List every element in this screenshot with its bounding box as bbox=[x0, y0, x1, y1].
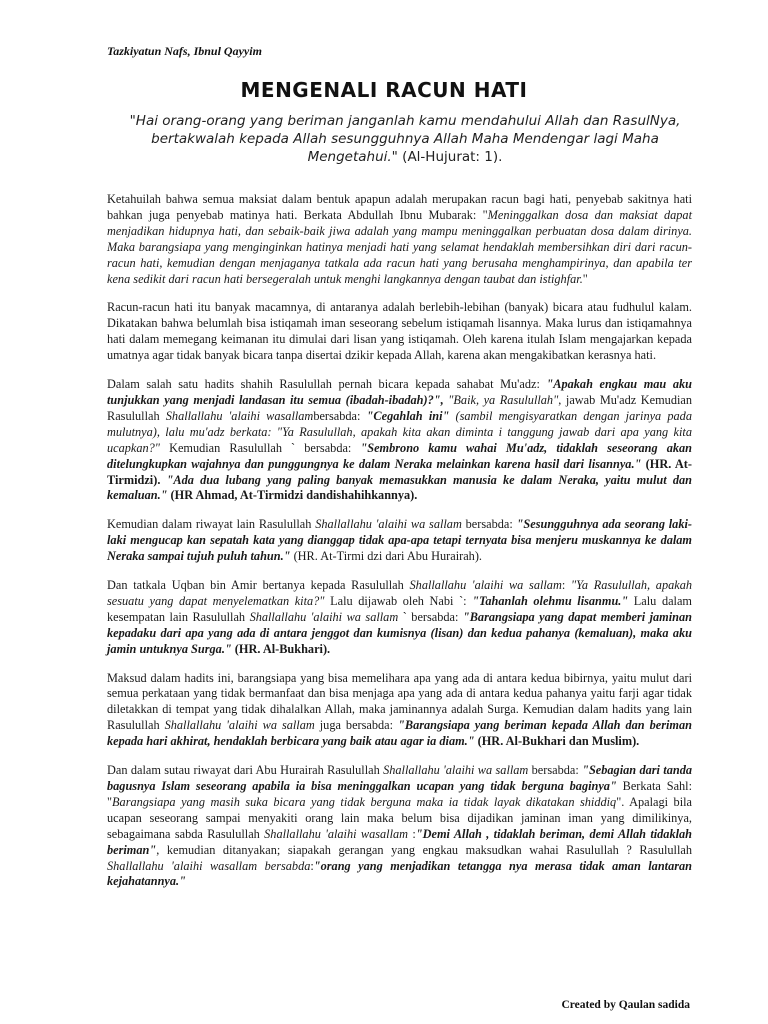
salawat-run: Shallallahu 'alaihi wasallam bbox=[264, 826, 409, 841]
text-run: , jawab Mu'adz Kemudian Rasulullah bbox=[107, 392, 693, 423]
paragraph-7 bbox=[107, 763, 692, 890]
hadith-run: "Sembrono kamu wahai Mu'adz, tidaklah seseorang akan ditelungkupkan wajahnya dan punggungnya ke dalam Neraka melainkan karena hasil dari lisannya." bbox=[107, 440, 693, 471]
hadith-run: "Tahanlah olehmu lisanmu." bbox=[472, 593, 629, 608]
citation-run: (HR. At-Tirmi dzi dari Abu Hurairah). bbox=[290, 549, 482, 564]
hadith-run: "Sebagian dari tanda bagusnya Islam seseorang apabila ia bisa meninggalkan ucapan yang tidak berguna baginya" bbox=[107, 763, 693, 793]
quote-run: Meninggalkan dosa dan maksiat dapat menjadikan hidupnya hati, dan sebaik-baik jiwa adalah yang mampu meninggalkan perbuatan dosa dalam dirinya. Maka barangsiapa yang menginginkan hatinya menjadi hati yang selamat hendaklah membersihkan diri dari racun-racun hati, kemudian dengan menjaganya tatkala ada racun hati yang berusaha menghampirinya, dan apabila ter kena sedikit dari racun hati bersegeralah untuk menghi langkannya dengan taubat dan istighfar. bbox=[107, 207, 692, 286]
text-run: , kemudian ditanyakan; siapakah gerangan yang engkau maksudkan wahai Rasulullah ? Rasulullah bbox=[156, 842, 692, 857]
text-run: Maksud dalam hadits ini, barangsiapa yang bisa memelihara apa yang ada di antara kedua bibirnya, yaitu mulut dari semua perkataan yang tidak bermanfaat dan bisa menjaga apa yang ada di antara kedua pahanya yaitu farji agar tidak diletakkan di tempat yang tidak dihalalkan Allah, maka jaminannya adalah Surga. Kemudian dalam hadits yang lain Rasulullah bbox=[107, 670, 692, 733]
salawat-run: Shallallahu 'alaihi wa sallam bbox=[409, 578, 562, 593]
quote-run: "Baik, ya Rasulullah" bbox=[448, 392, 559, 407]
paragraph-2: Racun-racun hati itu banyak macamnya, di antaranya adalah berlebih-lebihan (banyak) bicara atau fudhulul kalam. Dikatakan bahwa belumlah bisa istiqamah iman seseorang sebelum istiqamah lisannya. Maka lurus dan istiqamahnya hati dalam memegang keimanan itu dimulai dari lisan yang istiqamah. Oleh karena itulah Islam mengajarkan kepada umatnya agar tidak banyak bicara tanpa disertai dzikir kepada Allah, karena akan mengakibatkan kerasnya hati. bbox=[107, 300, 692, 363]
hadith-run: "orang yang menjadikan tetangga nya merasa tidak aman lantaran kejahatannya." bbox=[107, 858, 692, 889]
hadith-run: "Cegahlah ini" bbox=[366, 408, 456, 423]
text-run: Lalu dijawab oleh Nabi `: bbox=[324, 593, 473, 608]
salawat-run: Shallallahu 'alaihi wa sallam bbox=[249, 609, 399, 624]
footer-credit: Created by Qaulan sadida bbox=[561, 999, 690, 1011]
citation-run: (HR Ahmad, At-Tirmidzi dandishahihkannya). bbox=[167, 488, 418, 503]
running-header: Tazkiyatun Nafs, Ibnul Qayyim bbox=[107, 44, 262, 58]
text-run: Dan tatkala Uqban bin Amir bertanya kepada Rasulullah bbox=[107, 578, 410, 593]
paragraph-1 bbox=[107, 192, 692, 287]
hadith-run: "Apakah engkau mau aku tunjukkan yang menjadi landasan itu semua (ibadah-ibadah)?", bbox=[107, 377, 692, 407]
text-run: : bbox=[561, 578, 571, 593]
citation-run: (HR. At-Tirmidzi). bbox=[107, 456, 693, 487]
text-run: : bbox=[408, 826, 416, 841]
text-run: Berkata Sahl: " bbox=[107, 779, 693, 809]
citation-run: (HR. Al-Bukhari dan Muslim). bbox=[474, 734, 640, 749]
text-run: Kemudian Rasulullah ` bersabda: bbox=[159, 440, 361, 455]
epigraph-quote bbox=[112, 112, 698, 166]
salawat-run: Shallallahu 'alaihi wa sallam bbox=[383, 763, 529, 778]
text-run: : bbox=[310, 858, 314, 873]
epigraph-text: "Hai orang-orang yang beriman janganlah kamu mendahului Allah dan RasulNya, bertakwalah kepada Allah sesungguhnya Allah Maha Mendengar lagi Maha Mengetahui." bbox=[129, 113, 681, 165]
quote-run: "Ya Rasulullah, apakah sesuatu yang dapat menyelematkan kita?" bbox=[107, 578, 692, 608]
text-run: Ketahuilah bahwa semua maksiat dalam bentuk apapun adalah merupakan racun bagi hati, penyebab sakitnya hati bahkan juga penyebab matinya hati. Berkata Abdullah Ibnu Mubarak: " bbox=[107, 192, 692, 222]
salawat-run: Shallallahu 'alaihi wasallam bbox=[165, 408, 314, 423]
hadith-run: "Demi Allah , tidaklah beriman, demi Allah tidaklah beriman" bbox=[107, 826, 692, 857]
text-run: Kemudian dalam riwayat lain Rasulullah bbox=[107, 517, 316, 532]
hadith-run: "Sesungguhnya ada seorang laki-laki mengucap kan sepatah kata yang dianggap tidak apa-apa tetapi ternyata bisa menjeru muskannya ke dalam Neraka sampai tujuh puluh tahun." bbox=[107, 517, 692, 564]
article-body bbox=[107, 192, 692, 903]
salawat-run: Shallallahu 'alaihi wasallam bersabda bbox=[107, 858, 311, 873]
text-run: Lalu dalam kesempatan lain Rasulullah bbox=[107, 593, 692, 624]
text-run: Dan dalam sutau riwayat dari Abu Hurairah Rasulullah bbox=[107, 763, 384, 778]
hadith-run: "Barangsiapa yang beriman kepada Allah dan beriman kepada hari akhirat, hendaklah berbicara yang baik atau agar ia diam." bbox=[107, 718, 692, 749]
paragraph-3 bbox=[107, 377, 692, 504]
text-run: Dalam salah satu hadits shahih Rasulullah pernah bicara kepada sahabat Mu'adz: bbox=[107, 377, 547, 392]
paragraph-6 bbox=[107, 671, 692, 751]
text-run: ` bersabda: bbox=[398, 609, 463, 624]
citation-run: (HR. Al-Bukhari). bbox=[231, 641, 331, 656]
quote-run: (sambil mengisyaratkan dengan jarinya pada mulutnya), lalu mu'adz berkata: "Ya Rasulullah, apakah kita akan diminta i tanggung jawab dari apa yang kita ucapkan?" bbox=[107, 408, 692, 455]
quote-run: Barangsiapa yang masih suka bicara yang tidak berguna maka ia tidak layak dikatakan shiddiq bbox=[112, 794, 617, 809]
text-run: bersabda: bbox=[461, 517, 517, 532]
text-run: bersabda: bbox=[313, 408, 367, 423]
salawat-run: Shallallahu 'alaihi wa sallam bbox=[164, 718, 315, 733]
salawat-run: Shallallahu 'alaihi wa sallam bbox=[315, 517, 462, 532]
page-title: MENGENALI RACUN HATI bbox=[240, 78, 528, 102]
hadith-run: "Ada dua lubang yang paling banyak memasukkan manusia ke dalam Neraka, yaitu mulut dan kemaluan." bbox=[107, 472, 692, 503]
text-run: " bbox=[582, 271, 588, 286]
text-run: bersabda: bbox=[528, 763, 583, 778]
paragraph-5 bbox=[107, 578, 692, 658]
paragraph-4 bbox=[107, 517, 692, 565]
text-run: ". Apalagi bila ucapan seseorang sampai menyakiti orang lain maka belum bisa dijadikan jaminan iman yang dimilikinya, sebagaimana sabda Rasulullah bbox=[107, 794, 692, 841]
hadith-run: "Barangsiapa yang dapat memberi jaminan kepadaku dari apa yang ada di antara jenggot dan kumisnya (lisan) dan kedua pahanya (kemaluan), maka aku jamin untuknya Surga." bbox=[107, 609, 692, 656]
epigraph-source: (Al-Hujurat: 1). bbox=[397, 149, 503, 165]
text-run: juga bersabda: bbox=[314, 718, 399, 733]
